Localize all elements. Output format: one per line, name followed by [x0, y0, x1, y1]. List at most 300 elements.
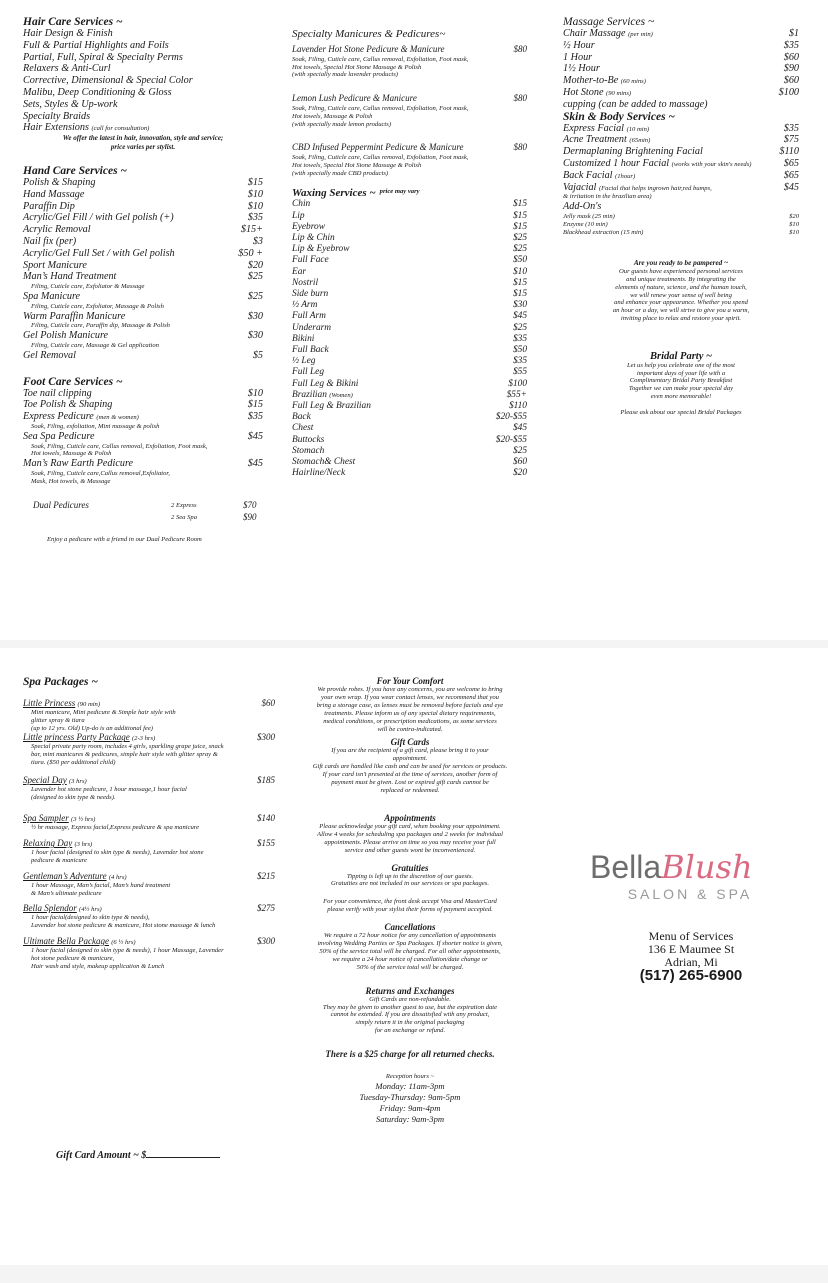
item-name — [292, 423, 313, 434]
list-item — [292, 278, 527, 289]
item-price: $110 — [779, 146, 799, 158]
list-item — [292, 345, 527, 356]
item-name — [23, 775, 87, 786]
item-name — [23, 177, 95, 189]
item-price: $65 — [783, 157, 799, 169]
item-description: (designed to skin type & needs). — [31, 793, 116, 801]
item-label: Ear — [292, 266, 307, 277]
package-name: Spa Sampler — [23, 813, 69, 824]
hours-line: Saturday: 9am-3pm — [375, 1114, 445, 1125]
item-price: $100 — [508, 378, 527, 389]
item-name — [292, 199, 310, 210]
item-label: Buttocks — [292, 434, 325, 445]
list-item — [292, 446, 527, 457]
list-item — [292, 457, 527, 468]
item-name — [23, 838, 92, 849]
list-item — [23, 903, 275, 914]
list-item — [563, 99, 799, 111]
list-item: Partial, Full, Spiral & Specialty Perms — [23, 51, 183, 63]
item-price: $35 — [512, 333, 527, 344]
item-label: Acrylic/Gel Fill / with Gel polish (+) — [23, 212, 174, 224]
item-description: (with specially made lavender products) — [292, 71, 398, 79]
giftcards-text — [285, 747, 535, 794]
text-line: appointments. Please arrive on time so you may receive your full — [324, 838, 496, 846]
text-line: Together we can make your special day — [628, 385, 734, 393]
returns-text — [285, 996, 535, 1036]
list-item — [563, 87, 799, 99]
package-name: Gentleman’s Adventure — [23, 870, 107, 881]
item-label: Brazilian — [292, 389, 327, 400]
item-label: Blackhead extraction (15 min) — [563, 228, 644, 236]
text-line: We provide robes. If you have any concerns, you are welcome to bring — [317, 686, 503, 693]
text-line: we will renew your sense of well being — [630, 291, 732, 299]
item-name — [292, 44, 445, 56]
comfort-text — [285, 686, 535, 733]
addon-list — [563, 213, 799, 236]
item-note: (Women) — [329, 391, 353, 399]
foot-care-list — [23, 388, 263, 486]
item-price: $10 — [247, 200, 263, 212]
list-item — [23, 330, 263, 342]
item-price: $1 — [788, 28, 799, 39]
item-price: $215 — [257, 870, 275, 881]
item-note: (per min) — [628, 31, 653, 38]
list-item — [292, 142, 527, 154]
item-name — [563, 87, 631, 99]
item-label: Toe Polish & Shaping — [23, 399, 113, 411]
list-item — [292, 401, 527, 412]
item-price: $60 — [783, 51, 799, 63]
dual-item-name: 2 Express — [171, 501, 197, 509]
list-item — [563, 221, 799, 229]
item-price: $35 — [247, 411, 263, 423]
list-item — [563, 123, 799, 135]
item-description: Lavender hot stone pedicure & manicure, Hot stone massage & lunch — [31, 922, 216, 930]
item-label: Underarm — [292, 322, 332, 333]
dual-item-name: 2 Sea Spa — [171, 513, 198, 521]
waxing-title-row — [292, 188, 527, 200]
item-name — [292, 367, 324, 378]
item-price: $45 — [512, 311, 527, 322]
item-description: Filing, Cuticle care, Exfoliator & Massage — [31, 283, 145, 291]
item-name — [292, 142, 464, 154]
item-name — [292, 356, 315, 367]
item-description: (up to 12 yrs. Old) Up-do is an additional fee) — [31, 724, 153, 732]
hand-care-list — [23, 177, 263, 362]
item-name — [292, 435, 324, 446]
item-name — [23, 813, 95, 824]
list-item — [23, 177, 263, 189]
appointments-title: Appointments — [384, 812, 436, 823]
list-item — [563, 229, 799, 237]
item-price: $300 — [257, 935, 275, 946]
item-name — [23, 236, 76, 248]
logo-blush: Blush — [661, 848, 753, 886]
text-line: service and other guests wont be inconvenienced. — [344, 846, 476, 854]
list-item — [23, 458, 263, 470]
skin-list — [563, 123, 799, 194]
column-left — [23, 16, 263, 543]
text-line: inviting place to relax and restore your spirit. — [620, 314, 742, 322]
gift-card-label: Gift Card Amount ~ $ — [56, 1150, 147, 1161]
item-name — [563, 63, 600, 75]
item-note: (90 mins) — [606, 89, 632, 97]
item-name — [292, 345, 329, 356]
item-label: Lip & Eyebrow — [292, 244, 350, 255]
menu-label: Menu of Services — [648, 929, 734, 943]
item-description: Soak, Filing, Cuticle care, Callus removal, Exfoliation, Foot mask, — [292, 154, 469, 162]
text-line: will be contra-indicated. — [377, 725, 443, 733]
list-item — [292, 468, 527, 479]
item-label: Man’s Raw Earth Pedicure — [23, 458, 134, 470]
text-line: and unique treatments. By integrating the — [626, 275, 736, 283]
text-line: If you are the recipient of a gift card, please bring it to your — [331, 747, 489, 755]
text-line: involving Wedding Parties or Spa Packages. If shorter notice is given, — [317, 940, 503, 948]
item-description: Lavender hot stone pedicure, 1 hour massage,1 hour facial — [31, 785, 187, 793]
list-item — [23, 212, 263, 224]
text-line: for an exchange or refund. — [374, 1027, 446, 1035]
item-name — [292, 300, 317, 311]
item-price: $300 — [257, 732, 275, 743]
item-name — [23, 698, 100, 709]
hours-line: Tuesday-Thursday: 9am-5pm — [359, 1092, 461, 1103]
item-price: $75 — [783, 134, 799, 146]
list-item: Sets, Styles & Up-work — [23, 98, 118, 110]
item-label: Warm Paraffin Manicure — [23, 310, 126, 322]
text-line: Let us help you celebrate one of the most — [626, 361, 736, 369]
item-name — [292, 211, 305, 222]
list-item — [23, 189, 263, 201]
item-name — [23, 311, 125, 323]
item-name — [563, 134, 650, 146]
item-name — [292, 93, 417, 105]
item-label: Bikini — [292, 333, 315, 344]
gratuities-title: Gratuities — [391, 862, 429, 873]
item-name — [23, 350, 76, 362]
item-price: $55+ — [506, 389, 527, 400]
list-item — [23, 838, 275, 849]
list-item — [563, 52, 799, 64]
item-name — [292, 334, 314, 345]
item-price: $140 — [257, 813, 275, 824]
item-label: Enzyme (10 min) — [563, 220, 608, 228]
item-name — [563, 123, 649, 135]
list-item — [292, 267, 527, 278]
item-label: Mother-to-Be — [563, 75, 619, 87]
list-item — [292, 323, 527, 334]
item-label: Express Pedicure — [23, 411, 94, 423]
item-description: pedicure & manicure — [31, 856, 87, 864]
item-label: Dermaplaning Brightening Facial — [563, 146, 703, 158]
item-name — [563, 182, 712, 194]
item-price: $60 — [261, 698, 275, 708]
item-price: $30 — [247, 310, 263, 322]
list-item — [292, 289, 527, 300]
dual-note: Enjoy a pedicure with a friend in our Dual Pedicure Room — [47, 535, 202, 543]
text-line: please verify with your stylist their forms of payment accepted. — [327, 906, 493, 914]
item-description: (with specially made lemon products) — [292, 120, 392, 128]
item-label: Full Face — [292, 255, 329, 266]
text-line: elements of nature, science, and the human touch, — [615, 283, 747, 291]
list-item: Malibu, Deep Conditioning & Gloss — [23, 86, 172, 98]
massage-list — [563, 28, 799, 111]
text-line: They may be given to another guest to use, but the expiration date — [322, 1003, 498, 1011]
address-city: Adrian, Mi — [664, 955, 718, 969]
list-item — [563, 63, 799, 75]
item-name — [292, 244, 349, 255]
item-label: ½ Hour — [563, 39, 595, 51]
text-line: 50% of the service total will be charged. For all other appointments, — [319, 947, 501, 955]
item-label: Paraffin Dip — [23, 200, 75, 212]
text-line: simply return it in the original packaging — [355, 1019, 465, 1027]
item-label: Chair Massage — [563, 28, 626, 39]
list-item — [292, 356, 527, 367]
list-item — [23, 271, 263, 283]
item-price: $45 — [247, 430, 263, 442]
item-name — [292, 468, 345, 479]
item-price: $55 — [512, 367, 527, 378]
item-label: Lip & Chin — [292, 232, 335, 243]
item-name — [23, 399, 112, 411]
item-label: Man’s Hand Treatment — [23, 271, 117, 283]
item-name — [23, 431, 94, 443]
list-item — [292, 222, 527, 233]
massage-title: Massage Services ~ — [563, 16, 655, 28]
item-price: $15 — [247, 399, 263, 411]
cancellations-title: Cancellations — [384, 922, 436, 933]
item-description: Hair wash and style, makeup application & Lunch — [31, 962, 165, 970]
item-name — [23, 936, 136, 947]
item-description: Hot towels, Massage & Polish — [31, 450, 112, 458]
item-name — [23, 224, 91, 236]
giftcards-title: Gift Cards — [390, 737, 430, 748]
text-line: bring a storage case, as lenses must be removed before facials and eye — [316, 701, 504, 709]
list-item: Hair Design & Finish — [23, 28, 113, 39]
item-label: Gel Removal — [23, 349, 76, 361]
bridal-text — [563, 362, 799, 401]
item-price: $30 — [512, 300, 527, 311]
package-name: Relaxing Day — [23, 838, 73, 849]
item-price: $50 — [512, 255, 527, 266]
item-label: Hand Massage — [23, 188, 85, 200]
phone-number: (517) 265-6900 — [639, 967, 743, 984]
list-item — [23, 388, 263, 400]
column-middle — [292, 28, 527, 479]
dual-item-price: $70 — [243, 499, 257, 510]
waxing-list — [292, 199, 527, 479]
list-item — [23, 260, 263, 272]
item-price: $45 — [512, 423, 527, 434]
item-name — [23, 248, 175, 260]
logo-bella: Bella — [590, 849, 662, 885]
item-price: $20-$55 — [495, 412, 527, 423]
package-name: Bella Splendor — [23, 903, 77, 914]
text-line: Tipping is left up to the discretion of our guests. — [346, 872, 474, 880]
text-line: Our guests have experienced personal services — [619, 268, 743, 276]
skin-title: Skin & Body Services ~ — [563, 110, 675, 123]
text-line: replaced or redeemed. — [380, 786, 440, 794]
item-note: (90 min) — [77, 701, 101, 708]
list-item — [563, 213, 799, 221]
text-line: Gift Cards are non-refundable. — [369, 995, 451, 1003]
text-line: For your convenience, the front desk accept Visa and MasterCard — [323, 898, 497, 906]
item-label: Hot Stone — [563, 86, 604, 98]
bridal-title: Bridal Party ~ — [650, 350, 712, 362]
item-description: Special private party room, includes 4 girls, sparkling grape juice, snack — [31, 743, 224, 751]
item-description: tiara. ($50 per additional child) — [31, 758, 116, 766]
gift-card-line — [56, 1150, 220, 1161]
spa-packages-column — [23, 676, 275, 970]
package-name: Little princess Party Package — [23, 732, 130, 743]
item-price: $15 — [512, 221, 527, 232]
item-name — [292, 401, 371, 412]
item-price: $15 — [247, 176, 263, 188]
item-label: Jelly mask (25 min) — [563, 212, 615, 220]
item-price: $25 — [512, 232, 527, 243]
item-label: Side burn — [292, 288, 329, 299]
item-price: $80 — [513, 44, 527, 54]
list-item — [292, 233, 527, 244]
item-label: Back Facial — [563, 169, 613, 181]
text-line: Gratuities are not included in our services or spa packages. — [331, 880, 489, 888]
item-label: Full Leg & Bikini — [292, 378, 359, 389]
item-name — [292, 323, 331, 334]
list-item: Hair Extensions (call for consultation) — [23, 122, 150, 134]
item-label: Eyebrow — [292, 221, 325, 232]
list-item — [292, 334, 527, 345]
item-note: (men & women) — [96, 414, 139, 422]
menu-page-2 — [0, 648, 828, 1265]
list-item — [23, 399, 263, 411]
item-note: (60 mins) — [620, 78, 646, 86]
hours-title: Reception hours ~ — [385, 1073, 435, 1081]
item-name — [292, 233, 335, 244]
item-name — [23, 271, 116, 283]
item-label: Back — [292, 412, 311, 423]
item-label: Full Arm — [292, 311, 326, 322]
item-name — [563, 170, 635, 182]
item-label: CBD Infused Peppermint Pedicure & Manicure — [292, 142, 464, 153]
list-item — [292, 390, 527, 401]
item-description: Hot towels, Special Hot Stone Massage & Polish — [292, 63, 422, 71]
text-line: appointment. — [392, 755, 428, 763]
item-note: (1hour) — [615, 172, 636, 180]
item-label: Stomach — [292, 445, 325, 456]
item-name — [23, 871, 127, 882]
list-item — [23, 936, 275, 947]
item-label: Vajacial — [563, 181, 597, 193]
list-item: Relaxers & Anti-Curl — [23, 63, 111, 75]
item-label: Lemon Lush Pedicure & Manicure — [292, 93, 417, 104]
text-line: Allow 4 weeks for scheduling spa packages and 2 weeks for individual — [317, 830, 503, 838]
list-item — [23, 732, 275, 743]
item-price: $10 — [247, 387, 263, 399]
list-item: Corrective, Dimensional & Special Color — [23, 75, 193, 87]
item-price: $60 — [783, 75, 799, 87]
hair-care-list — [23, 28, 263, 134]
item-price: $100 — [778, 86, 799, 98]
item-price: $15 — [512, 199, 527, 210]
item-name — [23, 330, 108, 342]
item-label: Chin — [292, 199, 311, 210]
item-note: (3 hrs) — [68, 777, 87, 785]
item-label: Toe nail clipping — [23, 387, 92, 399]
item-name — [292, 390, 353, 401]
item-note: (Facial that helps ingrown hair,red bumps, — [598, 184, 712, 192]
item-description: Soak, Filing, Cuticle care, Callus removal, Exfoliation, Foot mask, — [292, 104, 469, 112]
dual-pedicures-label: Dual Pedicures — [33, 499, 89, 510]
list-item — [23, 248, 263, 260]
item-label: Lip — [292, 210, 305, 221]
item-description: Soak, Filing, Cuticle care,Callus removal,Exfoliator, — [31, 469, 170, 477]
item-label: Express Facial — [563, 122, 625, 134]
item-label: Nostril — [292, 277, 319, 288]
item-price: $50 + — [238, 247, 263, 259]
bella-blush-logo — [590, 848, 790, 902]
item-name — [292, 278, 318, 289]
item-price: $3 — [252, 235, 263, 247]
text-line: and enhance your appearance. Whether you spend — [614, 299, 748, 307]
item-name — [23, 732, 155, 743]
item-name — [292, 446, 324, 457]
text-line: treatments. Please inform us of any special dietary requirements, — [324, 709, 496, 717]
item-price: $20 — [789, 212, 799, 220]
item-price: $50 — [512, 345, 527, 355]
item-description: 1 hour Massage, Man’s facial, Man’s hand treatment — [31, 881, 171, 889]
item-description: Hot towels, Massage & Polish — [292, 112, 373, 120]
item-price: $35 — [512, 356, 527, 367]
item-price: $20-$55 — [495, 434, 527, 445]
list-item — [292, 255, 527, 266]
item-description: Soak, Filing, exfoliation, Mini massage & polish — [31, 422, 160, 430]
list-item — [292, 379, 527, 390]
item-price: $45 — [247, 458, 263, 470]
appointments-text — [285, 823, 535, 855]
text-line: even more memorable! — [650, 392, 712, 400]
column-right — [563, 16, 799, 417]
item-note: (3 ½ hrs) — [71, 816, 96, 824]
list-item — [563, 75, 799, 87]
text-line: we require a 24 hour notice of cancellation/date change or — [332, 955, 488, 963]
package-name: Little Princess — [23, 698, 76, 708]
item-name — [23, 388, 92, 400]
item-label: 1 Hour — [563, 51, 593, 63]
list-item — [23, 224, 263, 236]
item-price: $25 — [247, 271, 263, 283]
item-name — [23, 212, 174, 224]
text-line: 50% of the service total will be charged. — [356, 963, 464, 971]
item-description: 1 hour facial (designed to skin type & needs), 1 hour Massage, Lavender — [31, 946, 224, 954]
item-name — [23, 201, 75, 213]
item-price: $10 — [789, 228, 799, 236]
item-price: $30 — [247, 330, 263, 342]
item-price: $65 — [783, 169, 799, 181]
hair-care-title: Hair Care Services ~ — [23, 16, 123, 28]
item-label: Full Back — [292, 345, 329, 355]
item-name — [563, 146, 703, 158]
item-name — [292, 412, 311, 423]
waxing-title: Waxing Services ~ — [292, 186, 376, 199]
item-note: (4½ hrs) — [79, 906, 102, 914]
text-line: important days of your life with a — [636, 369, 726, 377]
list-item — [292, 199, 527, 210]
logo-salon-spa: SALON & SPA — [627, 886, 753, 902]
item-price: $35 — [783, 39, 799, 51]
spa-packages-title: Spa Packages ~ — [23, 676, 98, 688]
list-item — [23, 236, 263, 248]
list-item — [292, 44, 527, 56]
package-name: Ultimate Bella Package — [23, 935, 109, 946]
